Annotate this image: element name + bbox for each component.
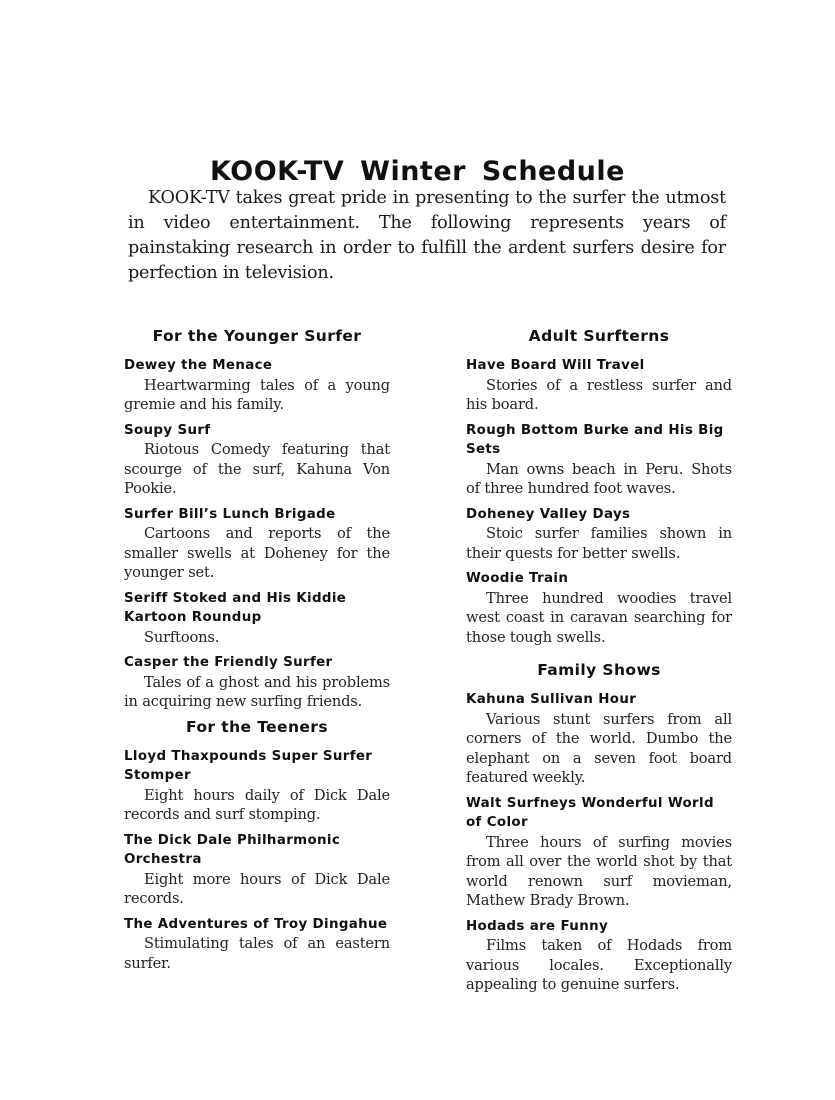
show-title: Hodads are Funny [466, 918, 609, 934]
show-listing [124, 653, 390, 712]
page-title: KOOK-TV Winter Schedule [210, 156, 625, 188]
intro-paragraph: KOOK-TV takes great pride in presenting to the surfer the utmost in video entertainment. The following represents years of painstaking research in order to fulfill the ardent surfers desire for perfection in television. [128, 188, 726, 283]
show-description: Heartwarming tales of a young gremie and his family. [124, 376, 390, 413]
show-title: The Adventures of Troy Dingahue [124, 916, 388, 932]
show-title: Walt Surfneys Wonderful World of Color [466, 795, 714, 830]
show-title: Surfer Bill’s Lunch Brigade [124, 506, 336, 522]
show-title: Kahuna Sullivan Hour [466, 692, 637, 707]
show-title: Have Board Will Travel [466, 358, 645, 373]
left-column [124, 327, 390, 979]
show-title: Rough Bottom Burke and His Big Sets [466, 422, 724, 457]
show-title: Soupy Surf [124, 422, 211, 438]
show-description: Stories of a restless surfer and his board. [466, 376, 732, 413]
show-listing [466, 690, 732, 788]
show-listing [124, 915, 390, 974]
show-description: Stimulating tales of an eastern surfer. [124, 935, 390, 972]
section-heading: For the Younger Surfer [152, 327, 362, 345]
show-listing [124, 505, 390, 583]
section-teeners [124, 718, 390, 974]
show-description: Three hundred woodies travel west coast in caravan searching for those tough swells. [466, 589, 732, 646]
show-description: Stoic surfer families shown in their quests for better swells. [466, 525, 732, 562]
show-title: Casper the Friendly Surfer [124, 655, 333, 670]
show-description: Tales of a ghost and his problems in acquiring new surfing friends. [124, 673, 390, 710]
section-family-shows [466, 661, 732, 995]
show-listing [466, 794, 732, 911]
show-description: Various stunt surfers from all corners of the world. Dumbo the elephant on a seven foot board featured weekly. [466, 710, 732, 786]
show-listing [466, 421, 732, 499]
show-description: Eight more hours of Dick Dale records. [124, 870, 390, 907]
show-title: The Dick Dale Philharmonic Orchestra [124, 832, 341, 867]
show-listing [466, 569, 732, 647]
show-title: Lloyd Thaxpounds Super Surfer Stomper [124, 748, 373, 783]
show-listing [124, 356, 390, 415]
right-column [466, 327, 732, 1001]
section-adult-surfterns [466, 327, 732, 647]
show-description: Surftoons. [144, 628, 220, 646]
show-listing [124, 421, 390, 499]
show-title: Doheney Valley Days [466, 506, 631, 522]
show-description: Riotous Comedy featuring that scourge of the surf, Kahuna Von Pookie. [124, 441, 390, 497]
show-title: Seriff Stoked and His Kiddie Kartoon Roundup [124, 590, 347, 625]
show-listing [466, 356, 732, 415]
show-title: Woodie Train [466, 571, 569, 586]
show-title: Dewey the Menace [124, 358, 273, 373]
show-description: Eight hours daily of Dick Dale records and surf stomping. [124, 786, 390, 823]
section-younger-surfer [124, 327, 390, 712]
section-heading: For the Teeners [186, 717, 328, 736]
section-heading: Family Shows [537, 661, 661, 679]
show-listing [466, 505, 732, 564]
show-description: Cartoons and reports of the smaller swells at Doheney for the younger set. [124, 525, 390, 581]
show-listing [124, 589, 390, 648]
show-description: Man owns beach in Peru. Shots of three hundred foot waves. [466, 460, 732, 497]
show-listing [124, 747, 390, 825]
show-listing [466, 917, 732, 995]
section-heading: Adult Surfterns [528, 327, 670, 345]
show-listing [124, 831, 390, 909]
show-description: Three hours of surfing movies from all over the world shot by that world renown surf movieman, Mathew Brady Brown. [466, 833, 732, 909]
show-description: Films taken of Hodads from various locales. Exceptionally appealing to genuine surfers. [466, 937, 732, 993]
